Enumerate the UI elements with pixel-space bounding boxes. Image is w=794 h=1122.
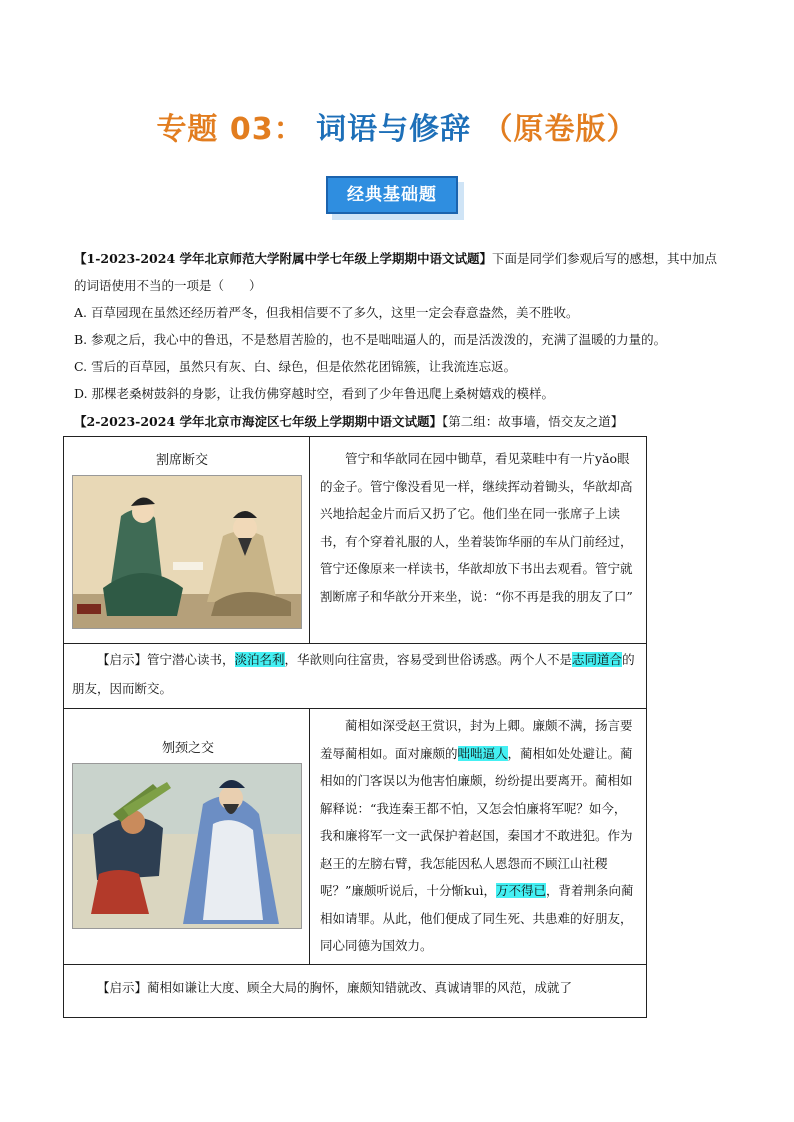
q2-source: 【2-2023-2024 学年北京市海淀区七年级上学期期中语文试题】 [74, 414, 443, 429]
title-subject: 词语与修辞 [316, 112, 472, 147]
q1-stem: 下面是同学们参观后写的感想，其中加点的词语使用不当的一项是（ ） [74, 251, 718, 293]
story-2-illustration [72, 763, 302, 929]
story-2-painting [73, 764, 301, 928]
story-table [63, 436, 647, 1018]
story-2-text-part: ，背着荆条向蔺相如请罪。从此，他们便成了同生死、共患难的好朋友，同心同德为国效力。 [320, 883, 634, 953]
title-edition: （原卷版） [482, 112, 638, 147]
highlighted-term: 淡泊名利 [234, 652, 285, 667]
q1-source: 【1-2023-2024 学年北京师范大学附属中学七年级上学期期中语文试题】 [74, 251, 493, 266]
story-2-title: 刎颈之交 [162, 741, 215, 756]
story-2-text-part: ，蔺相如处处避让。蔺相如的门客误以为他害怕廉颇，纷纷提出要离开。蔺相如解释说：“我连秦王都不怕，又怎会怕廉将军呢？如今，我和廉将军一文一武保护着赵国，秦国才不敢进犯。作为赵王的左膀右臂，我怎能因私人恩怨而不顾江山社稷呢？”廉颇听说后，十分惭kuì， [320, 745, 633, 898]
page-title [0, 104, 794, 148]
tip-1-text: 的朋友，因而断交。 [72, 652, 635, 696]
q1-option-d: D. 那棵老桑树鼓斜的身影，让我仿佛穿越时空，看到了少年鲁迅爬上桑树嬉戏的模样。 [74, 386, 555, 401]
q1-option-a: A. 百草园现在虽然还经历着严冬，但我相信要不了多久，这里一定会春意盎然，美不胜收。 [74, 305, 579, 320]
tip-1-text: ，华歆则向往富贵，容易受到世俗诱惑。两个人不是 [284, 652, 573, 667]
story-1-tip [72, 645, 638, 703]
story-2-text-part: 蔺相如深受赵王赏识，封为上卿。廉颇不满，扬言要羞辱蔺相如。面对廉颇的 [320, 718, 633, 761]
q1-option-b: B. 参观之后，我心中的鲁迅，不是愁眉苦脸的，也不是咄咄逼人的，而是活泼泼的，充满了温暖的力量的。 [74, 332, 667, 347]
section-badge [326, 176, 466, 222]
q1-option-c: C. 雪后的百草园，虽然只有灰、白、绿色，但是依然花团锦簇，让我流连忘返。 [74, 359, 517, 374]
story-1-title: 割席断交 [156, 453, 209, 468]
story-1-illustration [72, 475, 302, 629]
story-2-text [320, 712, 638, 960]
q2-stem: 【第二组：故事墙，悟交友之道】 [442, 414, 624, 429]
column-divider [309, 708, 310, 964]
title-topic: 专题 03： [156, 112, 305, 147]
story-1-text: 管宁和华歆同在园中锄草，看见菜畦中有一片yǎo眼的金子。管宁像没看见一样，继续挥动着锄头，华歆却高兴地拾起金片而后又扔了它。他们坐在同一张席子上读书，有个穿着礼服的人，坐着装饰华丽的车从门前经过，管宁还像原来一样读书，华歆却放下书出去观看。管宁就割断席子和华歆分开来坐，说：“你不再是我的朋友了口” [320, 451, 633, 604]
story-1-painting [73, 476, 301, 628]
tip-1-text: 【启示】管宁潜心读书， [97, 652, 235, 667]
story-2-tip: 【启示】蔺相如谦让大度、顾全大局的胸怀，廉颇知错就改、真诚请罪的风范，成就了 [97, 980, 573, 995]
question-1 [74, 245, 724, 407]
column-divider [309, 437, 310, 643]
row-divider [64, 964, 646, 965]
highlighted-term: 志同道合 [572, 652, 623, 667]
badge-label: 经典基础题 [326, 176, 458, 214]
highlighted-term: 万不得已 [496, 883, 547, 898]
highlighted-term: 咄咄逼人 [457, 745, 508, 761]
row-divider [64, 643, 646, 644]
question-2-header [74, 408, 623, 435]
row-divider [64, 708, 646, 709]
